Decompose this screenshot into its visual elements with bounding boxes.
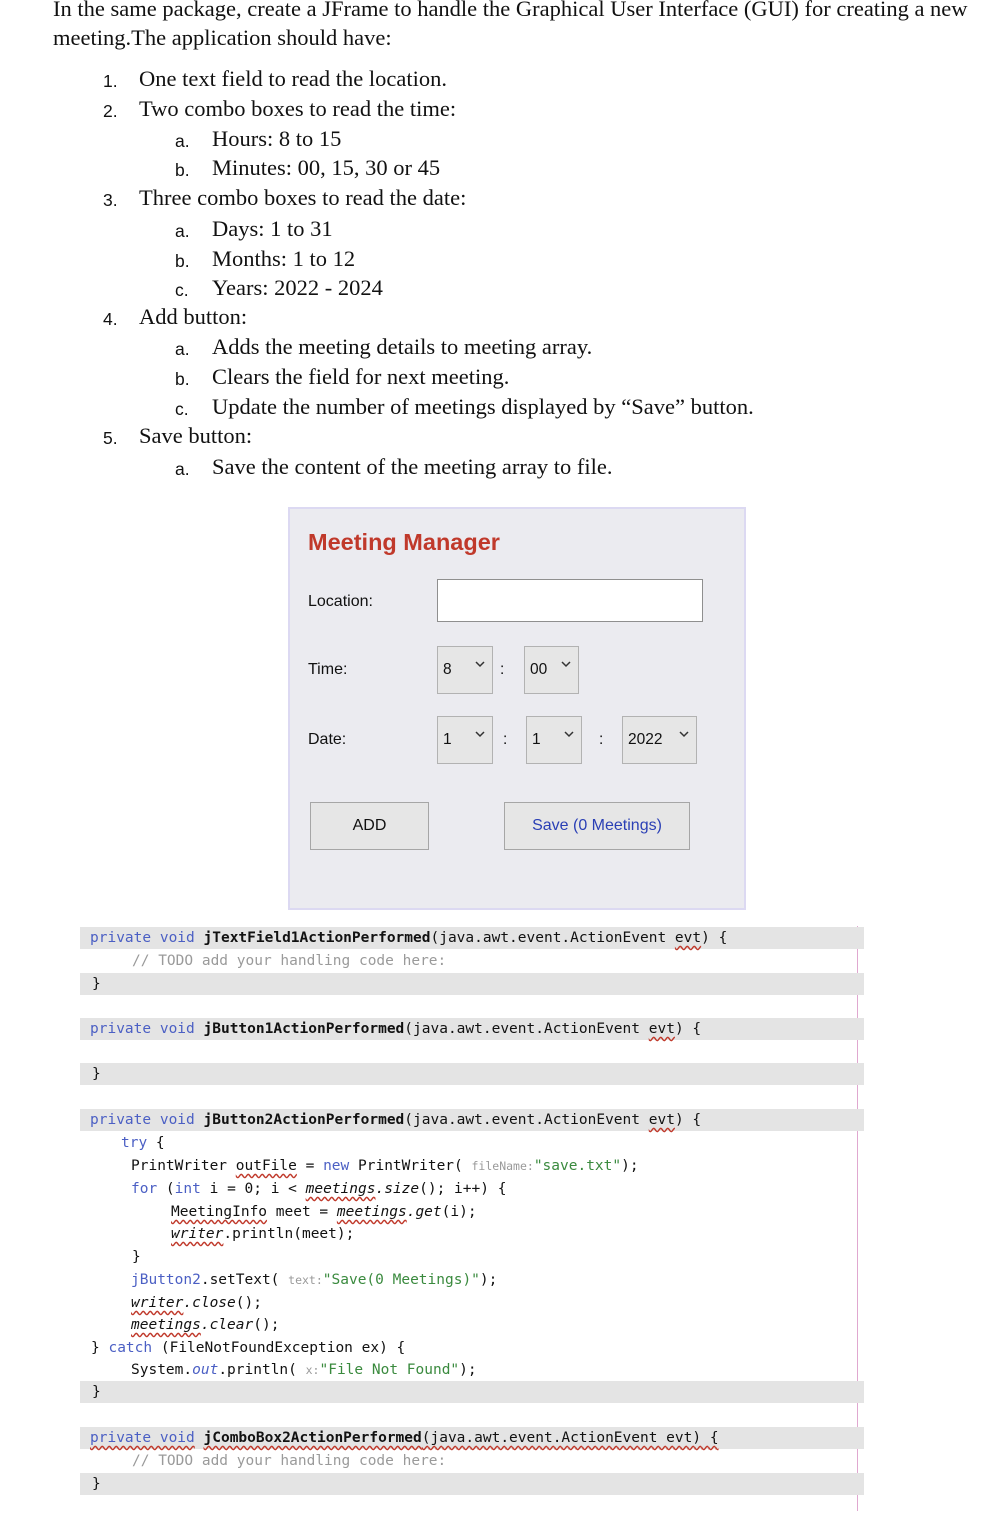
year-combo[interactable] <box>622 716 697 764</box>
code-line: meetings.clear(); <box>131 1317 280 1333</box>
code-line: jButton2.setText( text:"Save(0 Meetings)"); <box>131 1272 498 1288</box>
year-value: 2022 <box>628 731 663 748</box>
chevron-down-icon <box>474 728 486 740</box>
hour-combo[interactable] <box>437 646 493 694</box>
code-line: } <box>80 1063 864 1085</box>
code-line: for (int i = 0; i < meetings.size(); i++) { <box>131 1181 507 1197</box>
intro-paragraph: In the same package, create a JFrame to handle the Graphical User Interface (GUI) for creating a new meeting.The application should have: <box>53 0 968 50</box>
minute-value: 00 <box>530 661 548 678</box>
time-colon: : <box>500 661 505 678</box>
chevron-down-icon <box>560 658 572 670</box>
code-line: } <box>80 1381 864 1403</box>
code-line: } <box>80 973 864 995</box>
add-button[interactable]: ADD <box>310 802 429 850</box>
code-line: MeetingInfo meet = meetings.get(i); <box>171 1204 477 1220</box>
code-line: // TODO add your handling code here: <box>132 1453 447 1469</box>
code-line: System.out.println( x:"File Not Found"); <box>131 1362 477 1378</box>
code-line: private void jTextField1ActionPerformed(java.awt.event.ActionEvent evt) { <box>80 927 864 949</box>
date-label: Date: <box>308 731 347 748</box>
code-line: writer.close(); <box>131 1295 262 1311</box>
code-line: writer.println(meet); <box>171 1226 355 1242</box>
chevron-down-icon <box>474 658 486 670</box>
code-line: } <box>80 1473 864 1495</box>
meeting-manager-window <box>288 507 746 910</box>
chevron-down-icon <box>563 728 575 740</box>
day-value: 1 <box>443 731 452 748</box>
code-line: private void jButton1ActionPerformed(java.awt.event.ActionEvent evt) { <box>80 1018 864 1040</box>
location-label: Location: <box>308 593 373 610</box>
code-line: private void jButton2ActionPerformed(java.awt.event.ActionEvent evt) { <box>80 1109 864 1131</box>
code-line: private void jComboBox2ActionPerformed(java.awt.event.ActionEvent evt) { <box>80 1427 864 1449</box>
code-line: try { <box>121 1135 165 1151</box>
window-title: Meeting Manager <box>308 529 500 555</box>
month-combo[interactable] <box>526 716 582 764</box>
hour-value: 8 <box>443 661 452 678</box>
date-colon: : <box>503 731 508 748</box>
code-line: } <box>132 1249 141 1265</box>
code-line: PrintWriter outFile = new PrintWriter( fileName:"save.txt"); <box>131 1158 639 1174</box>
day-combo[interactable] <box>437 716 493 764</box>
time-label: Time: <box>308 661 348 678</box>
location-input[interactable] <box>437 579 703 622</box>
chevron-down-icon <box>678 728 690 740</box>
minute-combo[interactable] <box>524 646 579 694</box>
code-line: } catch (FileNotFoundException ex) { <box>91 1340 406 1356</box>
code-line: // TODO add your handling code here: <box>132 953 447 969</box>
month-value: 1 <box>532 731 541 748</box>
save-button[interactable]: Save (0 Meetings) <box>504 802 690 850</box>
date-colon: : <box>599 731 604 748</box>
